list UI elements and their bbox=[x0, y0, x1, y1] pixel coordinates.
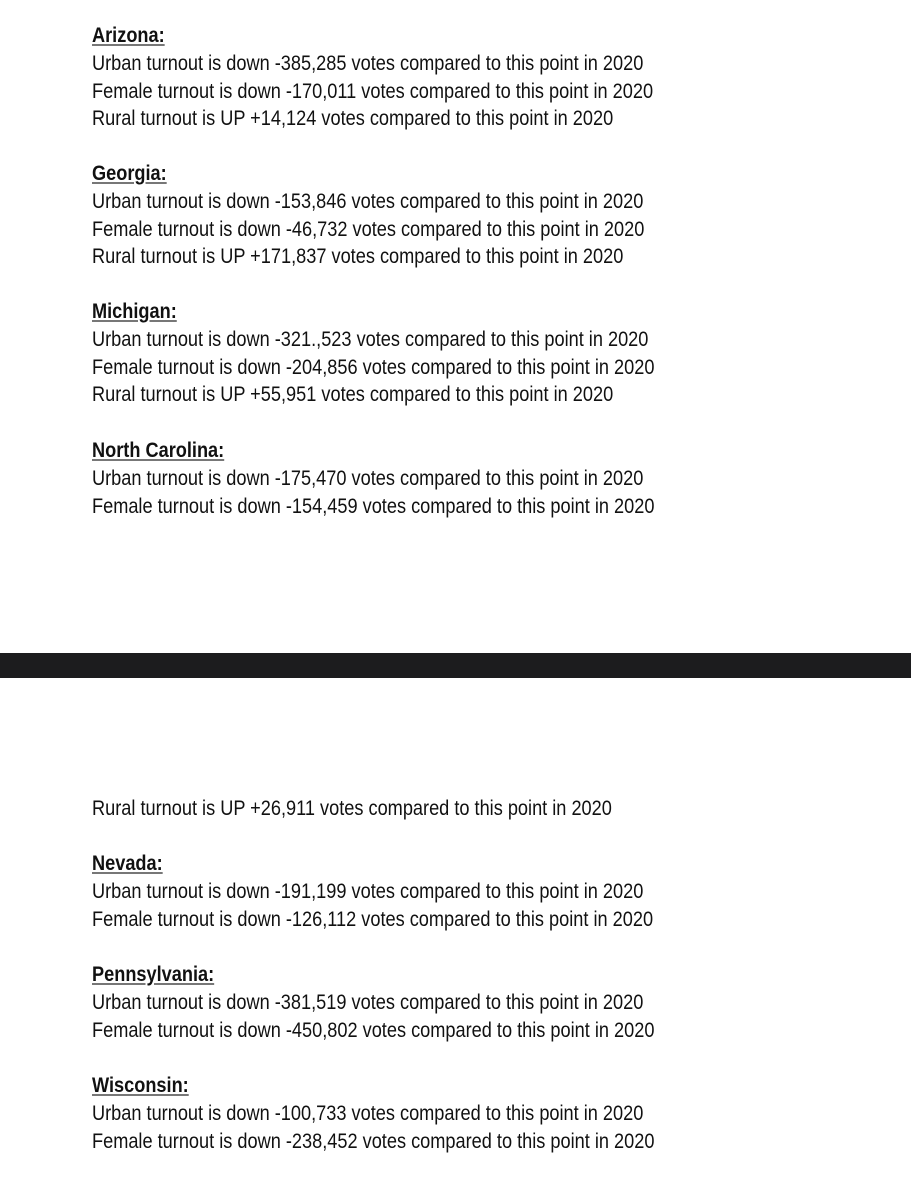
page-divider bbox=[0, 653, 911, 678]
turnout-line: Female turnout is down -238,452 votes compared to this point in 2020 bbox=[92, 1129, 655, 1153]
state-heading: Michigan: bbox=[92, 300, 177, 323]
turnout-line: Urban turnout is down -175,470 votes compared to this point in 2020 bbox=[92, 466, 644, 490]
state-section bbox=[92, 437, 742, 520]
state-section bbox=[92, 1072, 742, 1155]
turnout-line: Rural turnout is UP +55,951 votes compared to this point in 2020 bbox=[92, 383, 614, 407]
turnout-line: Rural turnout is UP +14,124 votes compared to this point in 2020 bbox=[92, 107, 614, 131]
state-heading: Nevada: bbox=[92, 852, 163, 875]
turnout-line: Urban turnout is down -381,519 votes compared to this point in 2020 bbox=[92, 990, 644, 1014]
turnout-line: Female turnout is down -204,856 votes compared to this point in 2020 bbox=[92, 355, 655, 379]
turnout-line: Female turnout is down -46,732 votes compared to this point in 2020 bbox=[92, 217, 645, 241]
state-section bbox=[92, 160, 731, 271]
turnout-line: Female turnout is down -154,459 votes compared to this point in 2020 bbox=[92, 494, 655, 518]
state-heading: Wisconsin: bbox=[92, 1074, 189, 1097]
state-section bbox=[92, 850, 741, 933]
state-heading: Pennsylvania: bbox=[92, 963, 215, 986]
continuation-block bbox=[92, 795, 693, 823]
turnout-line: Urban turnout is down -100,733 votes compared to this point in 2020 bbox=[92, 1101, 644, 1125]
turnout-line: Urban turnout is down -191,199 votes compared to this point in 2020 bbox=[92, 879, 644, 903]
turnout-line: Female turnout is down -126,112 votes compared to this point in 2020 bbox=[92, 907, 654, 931]
turnout-line: Urban turnout is down -321.,523 votes compared to this point in 2020 bbox=[92, 327, 649, 351]
state-heading: Arizona: bbox=[92, 24, 165, 47]
state-section bbox=[92, 22, 741, 133]
turnout-line: Female turnout is down -170,011 votes compared to this point in 2020 bbox=[92, 79, 654, 103]
state-section bbox=[92, 961, 742, 1044]
state-section bbox=[92, 298, 742, 409]
continuation-line: Rural turnout is UP +26,911 votes compared to this point in 2020 bbox=[92, 797, 612, 820]
turnout-line: Female turnout is down -450,802 votes compared to this point in 2020 bbox=[92, 1018, 655, 1042]
turnout-line: Urban turnout is down -153,846 votes compared to this point in 2020 bbox=[92, 189, 644, 213]
turnout-line: Rural turnout is UP +171,837 votes compared to this point in 2020 bbox=[92, 245, 624, 269]
state-heading: Georgia: bbox=[92, 162, 167, 185]
state-heading: North Carolina: bbox=[92, 439, 225, 462]
turnout-line: Urban turnout is down -385,285 votes compared to this point in 2020 bbox=[92, 51, 644, 75]
